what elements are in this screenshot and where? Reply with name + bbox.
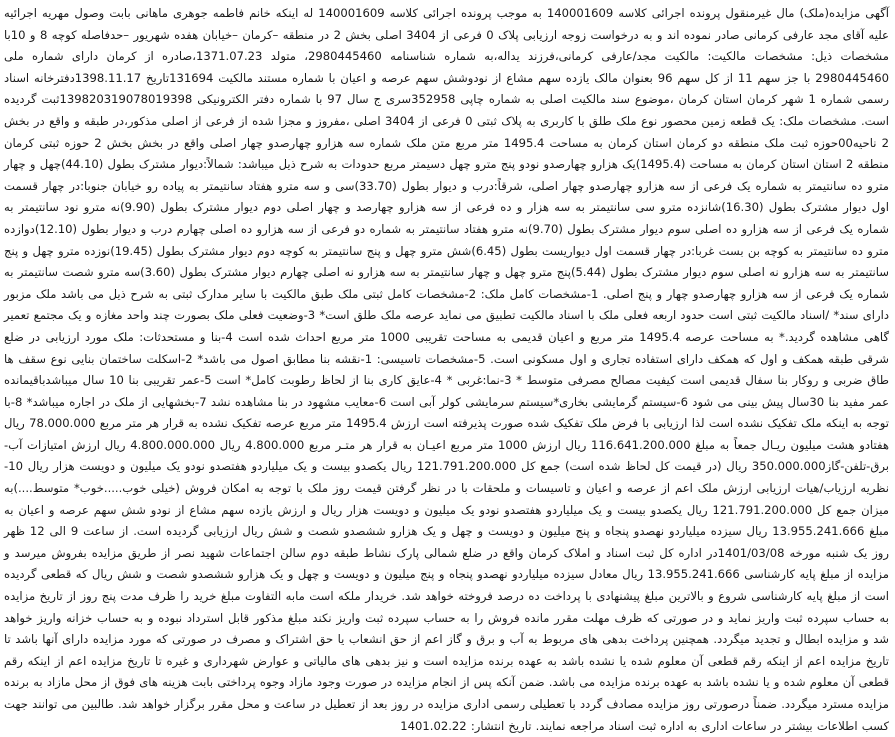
notice-body: آگهی مزایده(ملک) مال غیرمنقول پرونده اجرائی کلاسه 140001609 به موجب پرونده اجرائی کلاسه 140001609 له اینکه خانم فاطمه جوهری ماهانی بابت وصول مهریه اجرائیه علیه آقای مجد عارفی کرمانی صادر نموده اند و به درخواست زوجه ارزیابی پلاک 0 فرعی از 3404 اصلی بخش 2 در منطقه –کرمان –خیابان هفده شهریور –حدفاصله کوچه 8 و 10با مشخصات ذیل: مشخصات مالکیت: مالکیت مجد/عارفی کرمانی،فرزند یداله،به شماره شناسنامه 2980445460، متولد 1371.07.23،صادره از کرمان دارای شماره ملی 2980445460 با جز سهم 11 از کل سهم 96 بعنوان مالک یازده سهم مشاع از نودوشش سهم عرصه و اعیان با شماره مستند مالکیت 131694تاریخ 1398.11.17دفترخانه اسناد رسمی شماره 1 شهر کرمان استان کرمان ،موضوع سند مالکیت اصلی به شماره چاپی 352958سری ج سال 97 با شماره دفتر الکترونیکی 139820319078019398ثبت گردیده است. مشخصات ملک: یک قطعه زمین محصور نوع ملک طلق با کاربری به پلاک ثبتی 0 فرعی از 3404 اصلی ،مفروز و مجزا شده از فرعی از اصلی مذکور،در طبقه و واقع در بخش 2 ناحیه00حوزه ثبت ملک منطقه دو کرمان استان کرمان به مساحت 1495.4 متر مربع متن ملک شماره سه هزارو چهارصدو چهار اصلی واقع در بخش بخش 2 حوزه ثبتی کرمان منطقه 2 استان استان کرمان به مساحت (1495.4)یک هزارو چهارصدو نودو پنج مترو چهل دسیمتر مربع حدودات به شرح ذیل میباشد: شمالاً:دیوار مشترک بطول (44.10)چهل و چهار مترو ده سانتیمتر به شماره یک فرعی از سه هزارو چهارصدو چهار اصلی، شرقاً:درب و دیوار بطول (33.70)سی و سه مترو هفتاد سانتیمتر به پیاده رو خیابان جنوبا:در چهار قسمت اول دیوار مشترک بطول (16.30)شانزده مترو سی سانتیمتر به سه هزار و ده فرعی از سه هزارو چهارصد و چهار اصلی دوم دیوار مشترک بطول (9.90)نه مترو نود سانتیمتر به شماره یک فرعی از سه هزارو ده اصلی سوم دیوار مشترک بطول (9.70)نه مترو هفتاد سانتیمتر به شماره دو فرعی از سه هزارو ده اصلی چهارم درب و دیوار بطول (12.10)دوازده مترو ده سانتیمتر به کوچه بن بست غربا:در چهار قسمت اول دیواریست بطول (6.45)شش مترو چهل و پنج سانتیمتر به کوچه دوم دیوار مشترک بطول (19.45)نوزده مترو چهل و پنج سانتیمتر به سه هزارو نه اصلی سوم دیوار مشترک بطول (5.44)پنج مترو چهل و چهار سانتیمتر به سه هزارو نه اصلی چهارم دیوار مشترک بطول (3.60)سه مترو شصت سانتیمتر به شماره یک فرعی از سه هزارو چهارصدو چهار و پنج اصلی. 1-مشخصات کامل ملک: 2-مشخصات کامل ثبتی ملک طبق مالکیت با سایر مدارک ثبتی به شرح ذیل می باشد ملک مزبور دارای سند* /اسناد مالکیت ثبتی است حدود اربعه فعلی ملک با اسناد مالکیت تطبیق می نماید عرصه ملک طلق است* 3-وضعیت فعلی ملک بصورت چند واحد مغازه و یک مجتمع تعمیر گاهی مشاهده گردید.* به مساحت عرصه 1495.4 متر مربع و اعیان قدیمی به مساحت تقریبی 1000 متر مربع احداث شده است 4-بنا و مستحدثات: ملک مورد ارزیابی در ضلع شرقی طبقه همکف و اول که همکف دارای استفاده تجاری و اول مسکونی است. 5-مشخصات تاسیسی: 1-نقشه بنا مطابق اصول می باشد* 2-اسکلت ساختمان بنایی نوع سقف ها طاق ضربی و روکار بنا سفال قدیمی است کیفیت مصالح مصرفی متوسط * 3-نما:غربی * 4-عایق کاری بنا از لحاظ رطوبت کامل* است 5-عمر تقریبی بنا 10 سال میباشدباقیمانده عمر مفید بنا 30سال پیش بینی می شود 6-سیستم گرمایشی بخاری*سیستم سرمایشی کولر آبی است 6-معایب مشهود در بنا مشاهده نشد 7-بخشهایی از ملک در اجاره میباشد* 8-با توجه به اینکه ملک تفکیک نشده است لذا ارزیابی با فرض ملک تفکیک شده صورت پذیرفته است ارزش 1495.4 متر مربع عرصه تفکیک نشده به قرار هر متر مربع 78.000.000 ریال هفتادو هشت میلیون ریـال جمعاً به مبلغ 116.641.200.000 ریال ارزش 1000 متر مربع اعیـان به قرار هر متـر مربع 4.800.000 ریال 4.800.000.000 ریال ارزش امتیازات آب-برق-تلفن-گاز350.000.000 ریال (در قیمت کل لحاظ شده است) جمع کل 121.791.200.000 ریال یکصدو بیست و یک میلیاردو هفتصدو نودو یک میلیون و دویست هزار ریال 10-نظریه ارزیاب/هیات ارزیابی ارزش ملک اعم از عرصه و اعیان و تاسیسات و ملحقات با در نظر گرفتن قیمت روز ملک با توجه به امکان فروش (خیلی خوب.....خوب* متوسط....)به میزان جمع کل 121.791.200.000 ریال یکصدو بیست و یک میلیاردو هفتصدو نودو یک میلیون و دویست هزار ریال و ارزش یازده سهم مشاع از نودو شش سهم عرصه و اعیان به مبلغ 13.955.241.666 ریال سیزده میلیاردو نهصدو پنجاه و پنج میلیون و دویست و چهل و یک هزارو ششصدو شصت و شش ریال ارزیابی گردیده است. از ساعت 9 الی 12 ظهر روز یک شنبه مورخه 1401/03/08در اداره کل ثبت اسناد و املاک کرمان واقع در ضلع شمالی پارک نشاط طبقه دوم سالن اجتماعات شهید نصر از طریق مزایده بفروش میرسد و مزایده از مبلغ پایه کارشناسی 13.955.241.666 ریال معادل سیزده میلیاردو نهصدو پنجاه و پنج میلیون و دویست و چهل و یک هزارو ششصدو شصت و شش ریال که قطعی گردیده است از مبلغ پایه کارشناسی شروع و بالاترین مبلغ پیشنهادی با پرداخت ده درصد فروخته خواهد شد. خریدار ملکه است مابه التفاوت مبلغ خرید را ظرف مدت پنج روز از تاریخ مزایده به حساب سپرده ثبت واریز نماید و در صورتی که ظرف مهلت مقرر مانده فروش را به حساب سپرده ثبت واریز نکند مبلغ مذکور قابل استرداد نبوده و به حساب خزانه واریز خواهد شد و مزایده ابطال و تجدید میگردد. همچنین پرداخت بدهی های مربوط به آب و برق و گاز اعم از حق انشعاب یا حق اشتراک و مصرف در صورتی که مورد مزایده دارای آنها باشد تا تاریخ مزایده اعم از اینکه رقم قطعی آن معلوم شده یا نشده باشد به عهده برنده مزایده است و نیز بدهی های مالیاتی و عوارض شهرداری و غیره تا تاریخ مزایده اعم از اینکه رقم قطعی آن معلوم شده و یا نشده باشد به عهده برنده مزایده می باشد. ضمن آنکه پس از انجام مزایده در صورت وجود مازاد وجوه پرداختی بابت هزینه های فوق از محل مازاد به برنده مزایده مسترد میگردد. ضمناً درصورتی روز مزایده مصادف گردد با تعطیلی رسمی اداری مزایده در روز بعد از تعطیل در ساعت و محل مقرر برگزار خواهد شد. طالبین می توانند جهت کسب اطلاعات بیشتر در ساعات اداری به اداره ثبت اسناد مراجعه نمایند. تاریخ انتشار: 1401.02.22 [4, 6, 890, 733]
